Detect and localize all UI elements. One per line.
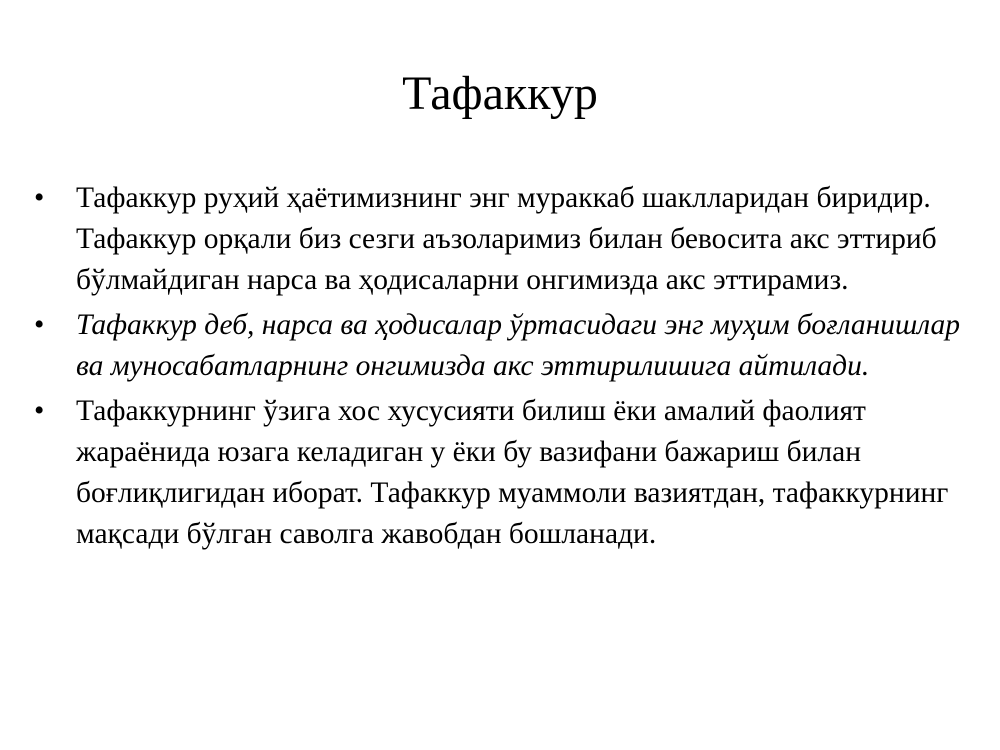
bullet-text: Тафаккурнинг ўзига хос хусусияти билиш ёки амалий фаолият жараёнида юзага келадиган у ёки бу вазифани бажариш билан боғлиқлигидан иборат. Тафаккур муаммоли вазиятдан, тафаккурнинг мақсади бўлган саволга жавобдан бошланади. [76, 395, 949, 550]
slide-title: Тафаккур [402, 67, 598, 120]
bullet-list [34, 178, 974, 559]
bullet-text: Тафаккур руҳий ҳаётимизнинг энг мураккаб шаклларидан биридир. Тафаккур орқали биз сезги аъзоларимиз билан бевосита акс эттириб бўлмайдиган нарса ва ҳодисаларни онгимизда акс эттирамиз. [76, 182, 937, 296]
bullet-icon: • [34, 395, 45, 427]
bullet-text: Тафаккур деб, нарса ва ҳодисалар ўртасидаги энг муҳим боғланишлар ва муносабатларнинг онгимизда акс эттирилишига айтилади. [76, 309, 960, 382]
bullet-item [34, 391, 974, 555]
bullet-item [34, 305, 974, 387]
bullet-icon: • [34, 309, 45, 341]
bullet-icon: • [34, 182, 45, 214]
bullet-item [34, 178, 974, 301]
